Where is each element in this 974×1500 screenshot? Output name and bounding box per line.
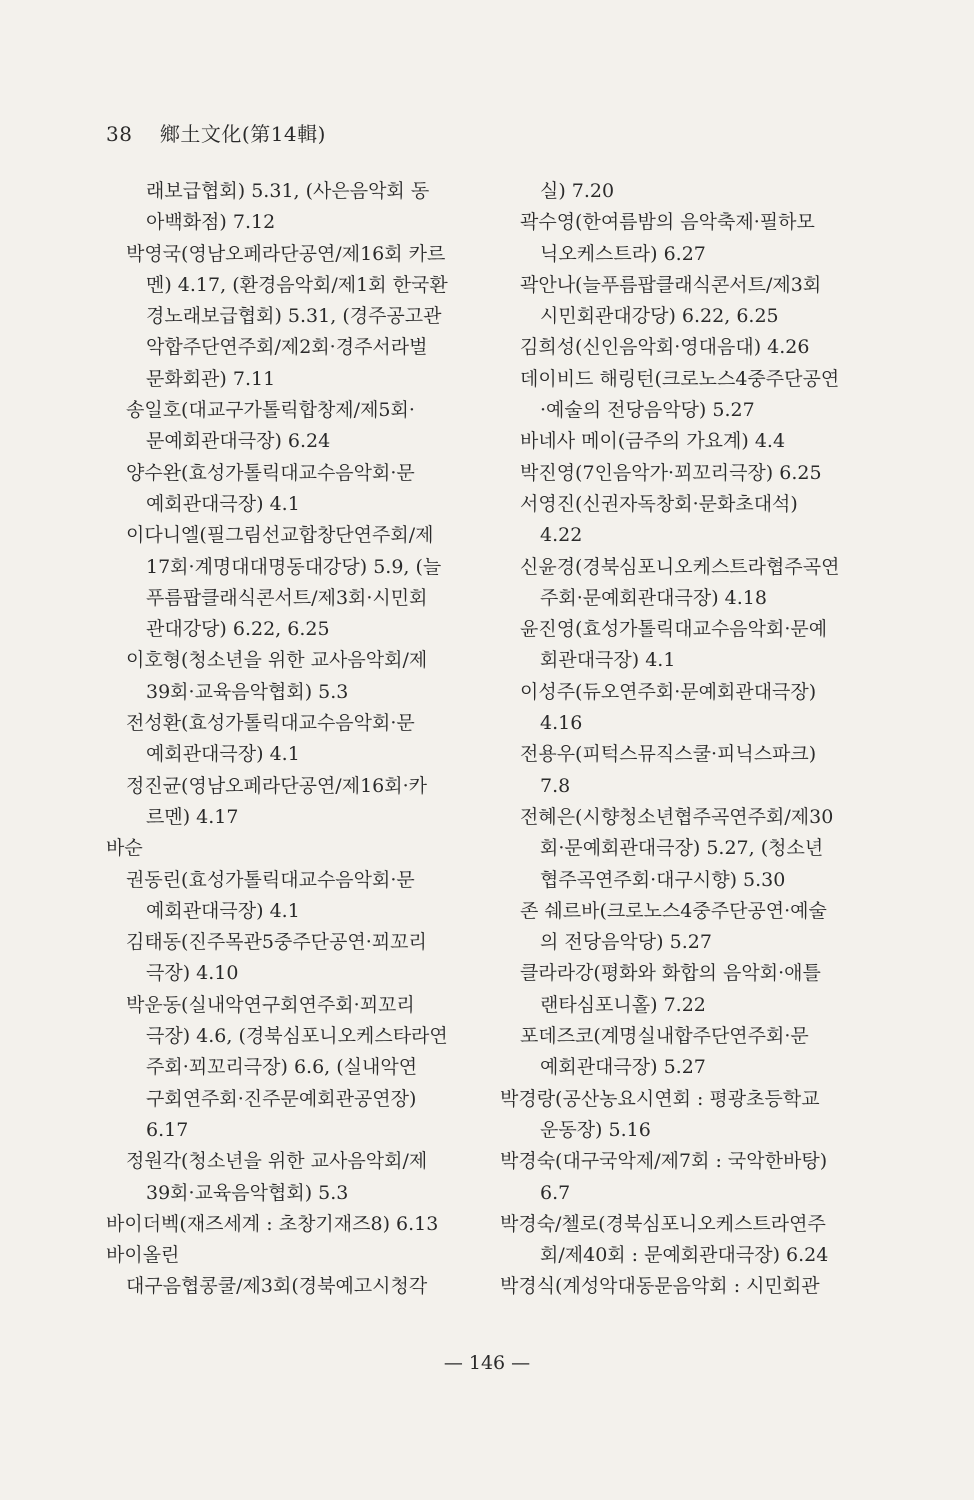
- index-entry-line: 주회·꾀꼬리극장) 6.6, (실내악연: [146, 1056, 418, 1079]
- index-entry-line: 극장) 4.10: [146, 962, 239, 985]
- index-entry-line: 예회관대극장) 4.1: [146, 743, 300, 766]
- index-entry-line: 정진균(영남오페라단공연/제16회·카: [126, 774, 427, 797]
- index-entry-line: 박경랑(공산농요시연회 : 평광초등학교: [500, 1087, 820, 1110]
- index-entry-line: 르멘) 4.17: [146, 805, 239, 828]
- index-entry-line: 6.17: [146, 1118, 189, 1141]
- index-entry-line: 김태동(진주목관5중주단공연·꾀꼬리: [126, 931, 427, 954]
- index-entry-line: 실) 7.20: [540, 180, 615, 202]
- index-entry-line: 협주곡연주회·대구시향) 5.30: [540, 868, 786, 891]
- index-entry-line: 박진영(7인음악가·꾀꼬리극장) 6.25: [520, 461, 822, 484]
- index-entry-line: 멘) 4.17, (환경음악회/제1회 한국환: [146, 273, 448, 296]
- index-entry-line: 예회관대극장) 4.1: [146, 492, 300, 515]
- index-entry-line: 39회·교육음악협회) 5.3: [146, 680, 349, 703]
- index-entry-line: 6.7: [540, 1181, 571, 1204]
- index-entry-line: 김희성(신인음악회·영대음대) 4.26: [520, 336, 810, 359]
- index-entry-line: 회/제40회 : 문예회관대극장) 6.24: [540, 1244, 829, 1267]
- index-entry-line: 박운동(실내악연구회연주회·꾀꼬리: [126, 993, 415, 1016]
- index-entry-line: 랜타심포니홀) 7.22: [540, 993, 706, 1016]
- index-entry-line: 곽안나(늘푸름팝클래식콘서트/제3회: [520, 273, 822, 296]
- index-entry-line: 존 쉐르바(크로노스4중주단공연·예술: [520, 899, 827, 922]
- index-entry-line: 박경식(계성악대동문음악회 : 시민회관: [500, 1275, 820, 1298]
- index-entry-line: 전용우(피턱스뮤직스쿨·피닉스파크): [520, 743, 817, 766]
- index-entry-line: 4.16: [540, 712, 583, 735]
- index-entry-line: 시민회관대강당) 6.22, 6.25: [540, 305, 779, 328]
- index-entry-line: 예회관대극장) 5.27: [540, 1056, 706, 1079]
- index-entry-line: 경노래보급협회) 5.31, (경주공고관: [146, 305, 442, 328]
- index-entry-line: 포데즈코(계명실내합주단연주회·문: [520, 1025, 809, 1048]
- header-page-number: 38: [106, 122, 133, 146]
- index-entry-line: 예회관대극장) 4.1: [146, 899, 300, 922]
- index-entry-line: 전혜은(시향청소년협주곡연주회/제30: [520, 805, 834, 828]
- index-entry-line: 이다니엘(필그림선교합창단연주회/제: [126, 524, 434, 547]
- index-entry-line: 정원각(청소년을 위한 교사음악회/제: [126, 1150, 428, 1173]
- index-entry-line: 서영진(신권자독창회·문화초대석): [520, 492, 798, 515]
- index-entry-line: 이성주(듀오연주회·문예회관대극장): [520, 680, 817, 703]
- index-entry-line: 악합주단연주회/제2회·경주서라벌: [146, 336, 428, 359]
- index-entry-line: 아백화점) 7.12: [146, 211, 276, 234]
- running-header: [106, 118, 326, 147]
- index-entry-line: 바순: [106, 837, 143, 860]
- index-entry-line: 박경숙(대구국악제/제7회 : 국악한바탕): [500, 1150, 828, 1173]
- index-entry-line: 래보급협회) 5.31, (사은음악회 동: [146, 180, 430, 202]
- index-entry-line: 운동장) 5.16: [540, 1118, 651, 1141]
- index-entry-line: 주회·문예회관대극장) 4.18: [540, 586, 767, 609]
- index-entry-line: 문예회관대극장) 6.24: [146, 430, 331, 453]
- index-entry-line: 윤진영(효성가톨릭대교수음악회·문예: [520, 618, 828, 641]
- index-entry-line: 양수완(효성가톨릭대교수음악회·문: [126, 461, 415, 484]
- index-entry-line: 박영국(영남오페라단공연/제16회 카르: [126, 242, 446, 265]
- header-book-title: 鄉土文化(第14輯): [159, 122, 326, 146]
- index-entry-line: 17회·계명대대명동대강당) 5.9, (늘: [146, 555, 442, 578]
- index-entry-line: 신윤경(경북심포니오케스트라협주곡연: [520, 555, 840, 578]
- index-entry-line: 이호형(청소년을 위한 교사음악회/제: [126, 649, 428, 672]
- index-entry-line: 39회·교육음악협회) 5.3: [146, 1181, 349, 1204]
- index-entry-line: 7.8: [540, 774, 571, 797]
- index-entry-line: 박경숙/첼로(경북심포니오케스트라연주: [500, 1212, 826, 1235]
- index-entry-line: 송일호(대교구가톨릭합창제/제5회·: [126, 399, 415, 422]
- page-footer: — 146 —: [443, 1352, 531, 1374]
- index-entry-line: 클라라강(평화와 화합의 음악회·애틀: [520, 962, 821, 985]
- index-entry-line: 데이비드 해링턴(크로노스4중주단공연: [520, 367, 840, 390]
- index-entry-line: 4.22: [540, 524, 583, 547]
- index-entry-line: 구회연주회·진주문예회관공연장): [146, 1087, 417, 1110]
- index-entry-line: 곽수영(한여름밤의 음악축제·필하모: [520, 211, 815, 234]
- index-entry-line: 전성환(효성가톨릭대교수음악회·문: [126, 712, 415, 735]
- index-entry-line: 바이올린: [106, 1244, 180, 1267]
- index-entry-line: 의 전당음악당) 5.27: [540, 931, 712, 954]
- index-entry-line: 닉오케스트라) 6.27: [540, 242, 706, 265]
- index-entry-line: 권동린(효성가톨릭대교수음악회·문: [126, 868, 415, 891]
- index-entry-line: 관대강당) 6.22, 6.25: [146, 618, 330, 641]
- index-entry-line: 극장) 4.6, (경북심포니오케스타라연: [146, 1025, 448, 1048]
- left-column: [106, 176, 476, 1303]
- index-entry-line: 바네사 메이(금주의 가요계) 4.4: [520, 430, 786, 453]
- index-entry-line: 문화회관) 7.11: [146, 367, 276, 390]
- index-entry-line: 푸름팝클래식콘서트/제3회·시민회: [146, 586, 428, 609]
- index-entry-line: 대구음협콩쿨/제3회(경북예고시청각: [126, 1275, 428, 1298]
- index-entry-line: ·예술의 전당음악당) 5.27: [540, 399, 755, 422]
- right-column: [500, 176, 870, 1303]
- index-entry-line: 회관대극장) 4.1: [540, 649, 676, 672]
- index-entry-line: 바이더벡(재즈세계 : 초창기재즈8) 6.13: [106, 1212, 439, 1235]
- index-entry-line: 회·문예회관대극장) 5.27, (청소년: [540, 837, 824, 860]
